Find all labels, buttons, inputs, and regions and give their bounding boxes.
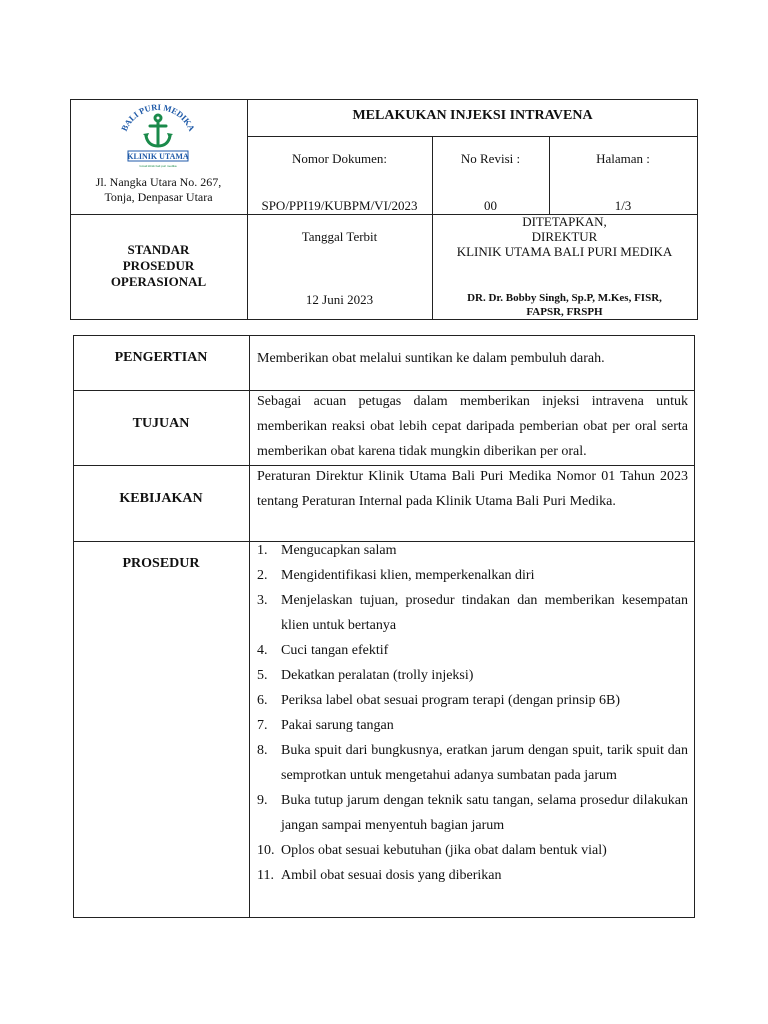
procedure-step	[257, 663, 688, 688]
section-label-tujuan: TUJUAN	[132, 416, 190, 431]
section-text-pengertian: Memberikan obat melalui suntikan ke dalam pembuluh darah.	[257, 351, 605, 366]
page-label: Halaman :	[596, 151, 650, 166]
step-number: 3.	[257, 593, 268, 608]
step-number: 4.	[257, 643, 268, 658]
step-number: 5.	[257, 668, 268, 683]
procedure-step	[257, 838, 688, 863]
procedure-list	[257, 538, 688, 888]
established-block	[432, 214, 697, 259]
step-number: 6.	[257, 693, 268, 708]
logo-tagline: Gmail klinik bali puri medika	[139, 164, 177, 168]
revision-label: No Revisi :	[460, 151, 521, 166]
section-label-pengertian: PENGERTIAN	[114, 350, 208, 365]
procedure-step	[257, 863, 688, 888]
step-text: Mengucapkan salam	[281, 543, 397, 558]
director-name	[432, 291, 697, 319]
established-line-1: DITETAPKAN,	[522, 214, 607, 229]
section-label-prosedur: PROSEDUR	[122, 556, 200, 571]
sop-label	[70, 242, 247, 290]
step-number: 8.	[257, 743, 268, 758]
anchor-emblem-icon	[110, 104, 206, 170]
procedure-step	[257, 638, 688, 663]
procedure-step	[257, 538, 688, 563]
established-line-2: DIREKTUR	[531, 229, 598, 244]
sop-line-3: OPERASIONAL	[110, 274, 207, 289]
step-number: 11.	[257, 868, 274, 883]
step-text: Buka tutup jarum dengan teknik satu tangan, selama prosedur dilakukan jangan sampai menyentuh bagian jarum	[281, 793, 688, 833]
issue-date-label: Tanggal Terbit	[301, 229, 378, 244]
step-number: 10.	[257, 843, 275, 858]
step-text: Oplos obat sesuai kebutuhan (jika obat dalam bentuk vial)	[281, 843, 607, 858]
step-text: Menjelaskan tujuan, prosedur tindakan dan memberikan kesempatan klien untuk bertanya	[281, 593, 688, 633]
doc-number-value: SPO/PPI19/KUBPM/VI/2023	[261, 198, 418, 213]
established-line-3: KLINIK UTAMA BALI PURI MEDIKA	[456, 244, 673, 259]
revision-value: 00	[484, 198, 497, 213]
sop-line-1: STANDAR	[127, 242, 190, 257]
step-text: Periksa label obat sesuai program terapi (dengan prinsip 6B)	[281, 693, 621, 708]
step-text: Mengidentifikasi klien, memperkenalkan diri	[281, 568, 535, 583]
step-number: 7.	[257, 718, 268, 733]
step-number: 2.	[257, 568, 268, 583]
step-text: Buka spuit dari bungkusnya, eratkan jarum dengan spuit, tarik spuit dan semprotkan untuk mengetahui adanya sumbatan pada jarum	[281, 743, 688, 783]
section-text-tujuan: Sebagai acuan petugas dalam memberikan injeksi intravena untuk memberikan reaksi obat lebih cepat daripada pemberian obat per oral serta memberikan obat karena tidak mungkin diberikan per oral.	[257, 394, 688, 459]
step-number: 1.	[257, 543, 268, 558]
section-text-kebijakan: Peraturan Direktur Klinik Utama Bali Puri Medika Nomor 01 Tahun 2023 tentang Peraturan Internal pada Klinik Utama Bali Puri Medika.	[257, 469, 688, 509]
procedure-step	[257, 713, 688, 738]
step-text: Cuci tangan efektif	[281, 643, 389, 658]
procedure-step	[257, 588, 688, 638]
director-line-2: FAPSR, FRSPH	[526, 306, 603, 318]
sop-line-2: PROSEDUR	[122, 258, 195, 273]
step-text: Dekatkan peralatan (trolly injeksi)	[281, 668, 474, 683]
section-label-kebijakan: KEBIJAKAN	[119, 491, 203, 506]
page-value: 1/3	[614, 198, 632, 213]
procedure-step	[257, 738, 688, 788]
procedure-step	[257, 688, 688, 713]
logo-arc-text: BALI PURI MEDIKA	[118, 104, 198, 133]
procedure-step	[257, 563, 688, 588]
document-title: MELAKUKAN INJEKSI INTRAVENA	[352, 108, 593, 123]
clinic-address	[70, 175, 247, 205]
step-text: Ambil obat sesuai dosis yang diberikan	[281, 868, 502, 883]
address-line-1: Jl. Nangka Utara No. 267,	[95, 175, 222, 189]
address-line-2: Tonja, Denpasar Utara	[104, 190, 213, 204]
logo-ribbon-text: KLINIK UTAMA	[127, 152, 189, 161]
procedure-step	[257, 788, 688, 838]
director-line-1: DR. Dr. Bobby Singh, Sp.P, M.Kes, FISR,	[467, 292, 662, 304]
step-number: 9.	[257, 793, 268, 808]
doc-number-label: Nomor Dokumen:	[292, 151, 387, 166]
issue-date-value: 12 Juni 2023	[305, 292, 374, 307]
step-text: Pakai sarung tangan	[281, 718, 394, 733]
clinic-logo	[110, 104, 206, 170]
